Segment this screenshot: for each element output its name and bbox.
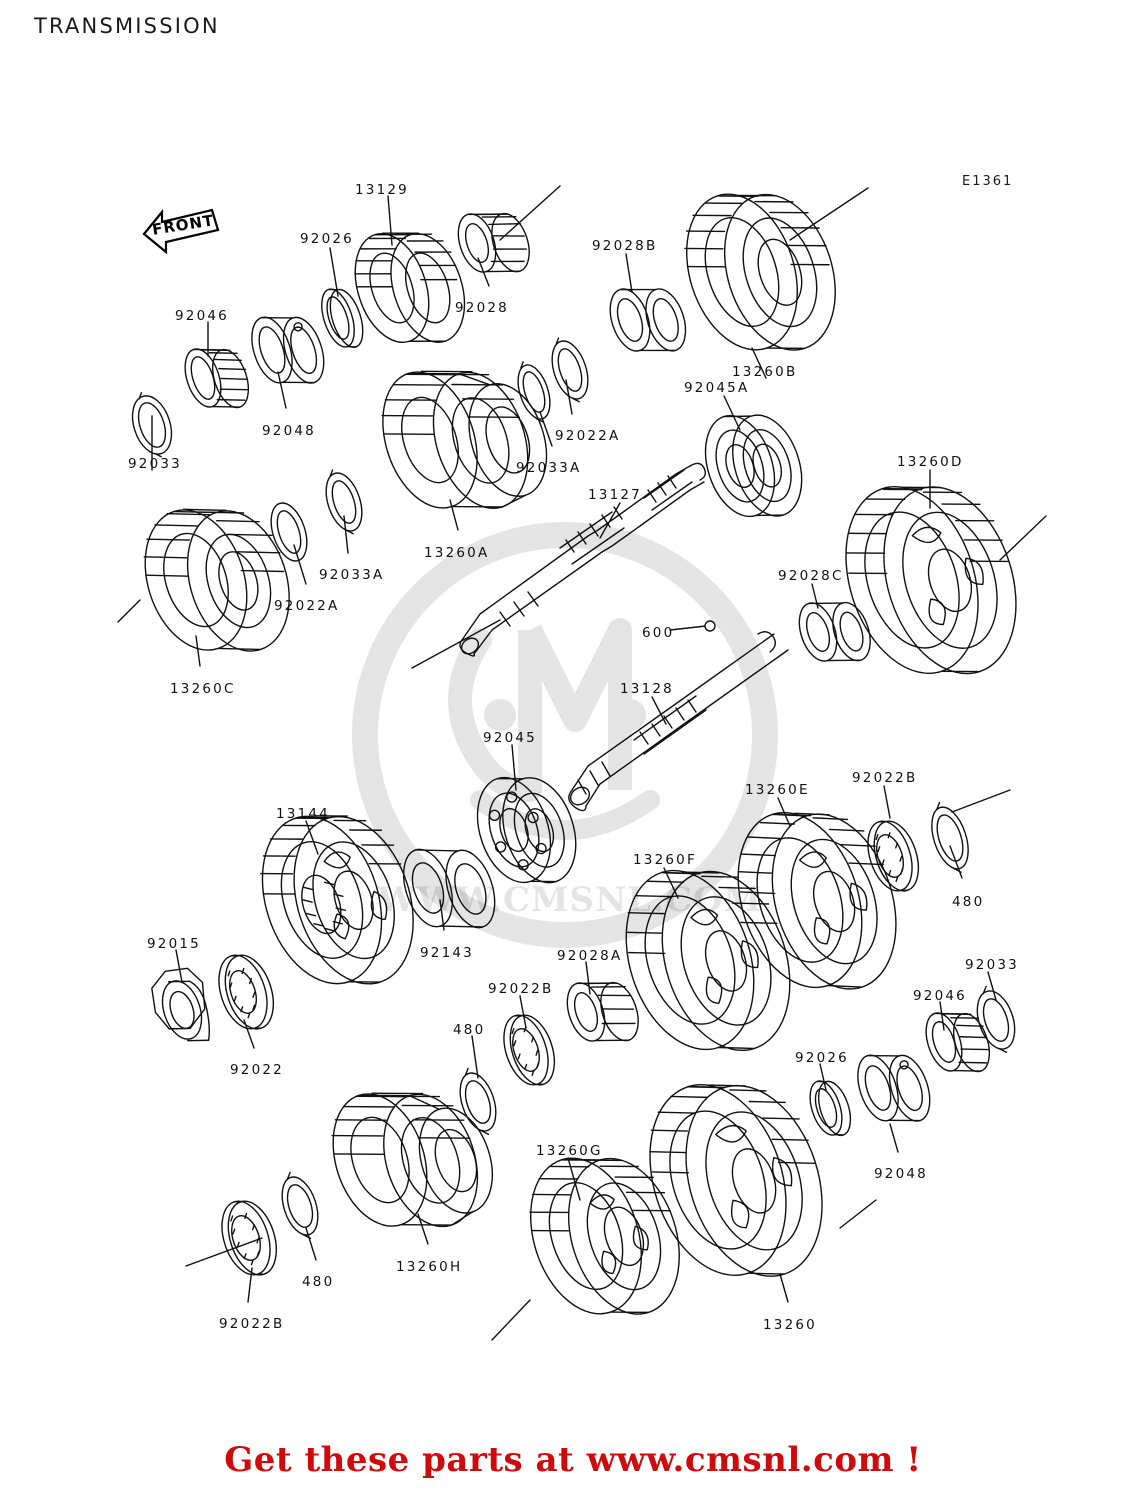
part-label-92022A-top: 92022A bbox=[555, 428, 621, 444]
footer-promo-text: Get these parts at www.cmsnl.com ! bbox=[224, 1440, 922, 1480]
part-label-480-left: 480 bbox=[302, 1274, 335, 1290]
front-direction-badge bbox=[140, 196, 224, 258]
part-label-92022A: 92022A bbox=[274, 598, 340, 614]
part-label-13260G: 13260G bbox=[536, 1143, 603, 1159]
part-label-92028C: 92028C bbox=[778, 568, 844, 584]
part-label-92022B-right: 92022B bbox=[852, 770, 918, 786]
part-label-92028: 92028 bbox=[455, 300, 509, 316]
part-label-480-mid: 480 bbox=[453, 1022, 486, 1038]
part-label-13127: 13127 bbox=[588, 487, 642, 503]
part-label-13260C: 13260C bbox=[170, 681, 236, 697]
part-label-92022B-mid: 92022B bbox=[488, 981, 554, 997]
front-arrow-label: FRONT bbox=[150, 211, 216, 239]
part-label-13129: 13129 bbox=[355, 182, 409, 198]
page-title: TRANSMISSION bbox=[34, 14, 220, 38]
part-label-92048-right: 92048 bbox=[874, 1166, 928, 1182]
part-label-92046-right: 92046 bbox=[913, 988, 967, 1004]
watermark-text: WWW.CMSNL.COM bbox=[377, 880, 763, 920]
part-label-13260A: 13260A bbox=[424, 545, 490, 561]
part-label-92046: 92046 bbox=[175, 308, 229, 324]
figure-code: E1361 bbox=[962, 174, 1014, 189]
part-label-13260F: 13260F bbox=[633, 852, 697, 868]
part-label-480-right: 480 bbox=[952, 894, 985, 910]
cmsnl-watermark bbox=[330, 500, 800, 970]
part-label-92015: 92015 bbox=[147, 936, 201, 952]
part-label-92048: 92048 bbox=[262, 423, 316, 439]
part-label-92028A: 92028A bbox=[557, 948, 623, 964]
part-label-92045: 92045 bbox=[483, 730, 537, 746]
part-label-92143: 92143 bbox=[420, 945, 474, 961]
part-label-92033: 92033 bbox=[128, 456, 182, 472]
part-label-13128: 13128 bbox=[620, 681, 674, 697]
part-label-600: 600 bbox=[642, 625, 675, 641]
part-label-92045A: 92045A bbox=[684, 380, 750, 396]
part-label-92033A-top: 92033A bbox=[516, 460, 582, 476]
part-label-92026-right: 92026 bbox=[795, 1050, 849, 1066]
part-label-13260: 13260 bbox=[763, 1317, 817, 1333]
part-label-13260H: 13260H bbox=[396, 1259, 463, 1275]
part-label-13260D: 13260D bbox=[897, 454, 964, 470]
part-label-13260B: 13260B bbox=[732, 364, 798, 380]
part-label-13260E: 13260E bbox=[745, 782, 810, 798]
part-label-92033-right: 92033 bbox=[965, 957, 1019, 973]
part-label-92033A: 92033A bbox=[319, 567, 385, 583]
part-label-92028B: 92028B bbox=[592, 238, 658, 254]
part-label-13144: 13144 bbox=[276, 806, 330, 822]
part-label-92026: 92026 bbox=[300, 231, 354, 247]
part-label-92022: 92022 bbox=[230, 1062, 284, 1078]
part-label-92022B-left: 92022B bbox=[219, 1316, 285, 1332]
